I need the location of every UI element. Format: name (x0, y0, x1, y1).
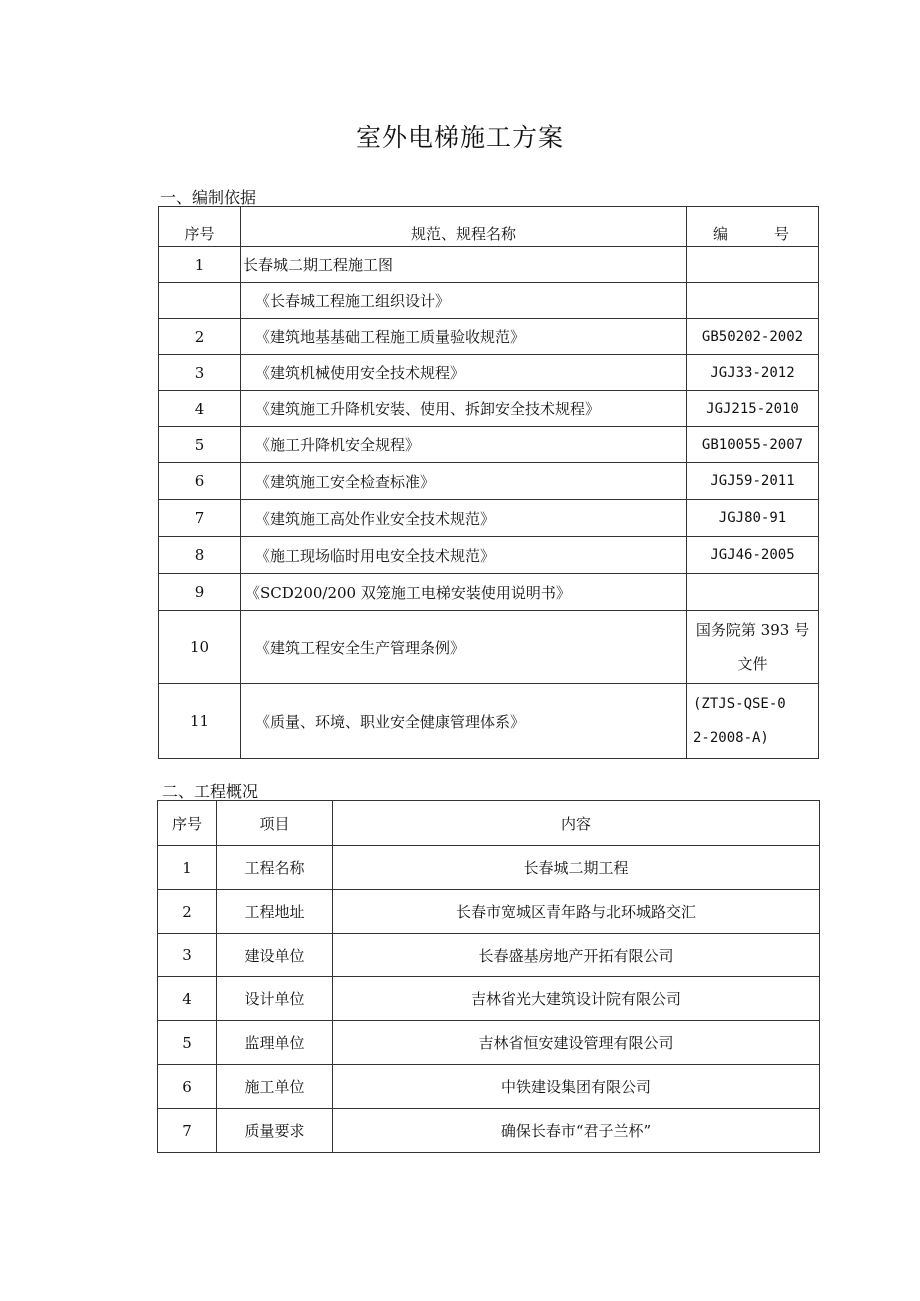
table-row (158, 1109, 820, 1153)
table-row (159, 355, 819, 391)
row-code-line1: (ZTJS-QSE-0 (693, 696, 786, 712)
row-item: 建设单位 (217, 934, 333, 977)
row-item: 质量要求 (217, 1109, 333, 1153)
table-row (159, 427, 819, 463)
row-code (687, 574, 819, 611)
table-row (158, 977, 820, 1021)
table-row (159, 283, 819, 319)
table-row (159, 574, 819, 611)
header-no: 序号 (158, 801, 217, 846)
row-code-line2: 文件 (737, 655, 768, 673)
row-no: 8 (159, 537, 241, 574)
row-name: 《施工升降机安全规程》 (241, 427, 687, 463)
row-code-line1: 国务院第 393 号 (695, 621, 810, 639)
row-name: 《建筑工程安全生产管理条例》 (241, 611, 687, 684)
row-no: 10 (159, 611, 241, 684)
row-content: 长春市宽城区青年路与北环城路交汇 (333, 890, 820, 934)
table-row (158, 846, 820, 890)
row-no: 4 (158, 977, 217, 1021)
section-heading-overview: 二、工程概况 (162, 782, 259, 801)
row-code (687, 684, 819, 759)
row-content: 吉林省恒安建设管理有限公司 (333, 1021, 820, 1065)
row-no: 7 (158, 1109, 217, 1153)
row-content: 确保长春市“君子兰杯” (333, 1109, 820, 1153)
row-content: 长春城二期工程 (333, 846, 820, 890)
row-code (687, 611, 819, 684)
header-code-part2: 号 (774, 225, 790, 243)
row-no: 4 (159, 391, 241, 427)
row-code: JGJ80-91 (687, 500, 819, 537)
row-item: 施工单位 (217, 1065, 333, 1109)
row-item: 工程名称 (217, 846, 333, 890)
row-no: 5 (159, 427, 241, 463)
row-code-line2: 2-2008-A) (693, 730, 769, 746)
row-no: 11 (159, 684, 241, 759)
row-no: 9 (159, 574, 241, 611)
row-code: JGJ59-2011 (687, 463, 819, 500)
table-row (159, 684, 819, 759)
document-title: 室外电梯施工方案 (355, 123, 564, 152)
row-code (687, 247, 819, 283)
table-row (159, 463, 819, 500)
row-no: 1 (159, 247, 241, 283)
table-row (159, 611, 819, 684)
header-item: 项目 (217, 801, 333, 846)
header-code (687, 207, 819, 247)
row-no (159, 283, 241, 319)
row-no: 6 (158, 1065, 217, 1109)
row-item: 设计单位 (217, 977, 333, 1021)
row-name: 《质量、环境、职业安全健康管理体系》 (241, 684, 687, 759)
header-no: 序号 (159, 207, 241, 247)
table-row (159, 247, 819, 283)
row-content: 长春盛基房地产开拓有限公司 (333, 934, 820, 977)
row-name: 《建筑施工升降机安装、使用、拆卸安全技术规程》 (241, 391, 687, 427)
row-code: JGJ46-2005 (687, 537, 819, 574)
overview-table (157, 800, 820, 1153)
row-name: 《建筑地基基础工程施工质量验收规范》 (241, 319, 687, 355)
row-code: GB10055-2007 (687, 427, 819, 463)
row-code (687, 283, 819, 319)
table-header-row (158, 801, 820, 846)
row-no: 7 (159, 500, 241, 537)
row-item: 工程地址 (217, 890, 333, 934)
row-no: 1 (158, 846, 217, 890)
row-no: 3 (158, 934, 217, 977)
row-name: 《SCD200/200 双笼施工电梯安装使用说明书》 (241, 574, 687, 611)
row-name: 长春城二期工程施工图 (241, 247, 687, 283)
table-row (159, 319, 819, 355)
row-no: 3 (159, 355, 241, 391)
row-code: JGJ33-2012 (687, 355, 819, 391)
row-name: 《建筑施工安全检查标准》 (241, 463, 687, 500)
section-heading-basis: 一、编制依据 (160, 188, 257, 207)
row-name: 《建筑机械使用安全技术规程》 (241, 355, 687, 391)
table-row (158, 890, 820, 934)
basis-table (158, 206, 819, 759)
table-row (159, 537, 819, 574)
table-header-row (159, 207, 819, 247)
table-row (159, 391, 819, 427)
row-name: 《施工现场临时用电安全技术规范》 (241, 537, 687, 574)
row-name: 《建筑施工高处作业安全技术规范》 (241, 500, 687, 537)
row-content: 吉林省光大建筑设计院有限公司 (333, 977, 820, 1021)
table-row (158, 934, 820, 977)
header-name: 规范、规程名称 (241, 207, 687, 247)
header-content: 内容 (333, 801, 820, 846)
row-no: 2 (159, 319, 241, 355)
row-no: 6 (159, 463, 241, 500)
row-code: GB50202-2002 (687, 319, 819, 355)
table-row (159, 500, 819, 537)
row-name: 《长春城工程施工组织设计》 (241, 283, 687, 319)
row-no: 5 (158, 1021, 217, 1065)
table-row (158, 1065, 820, 1109)
row-code: JGJ215-2010 (687, 391, 819, 427)
row-item: 监理单位 (217, 1021, 333, 1065)
row-no: 2 (158, 890, 217, 934)
table-row (158, 1021, 820, 1065)
header-code-part1: 编 (713, 225, 729, 243)
row-content: 中铁建设集团有限公司 (333, 1065, 820, 1109)
